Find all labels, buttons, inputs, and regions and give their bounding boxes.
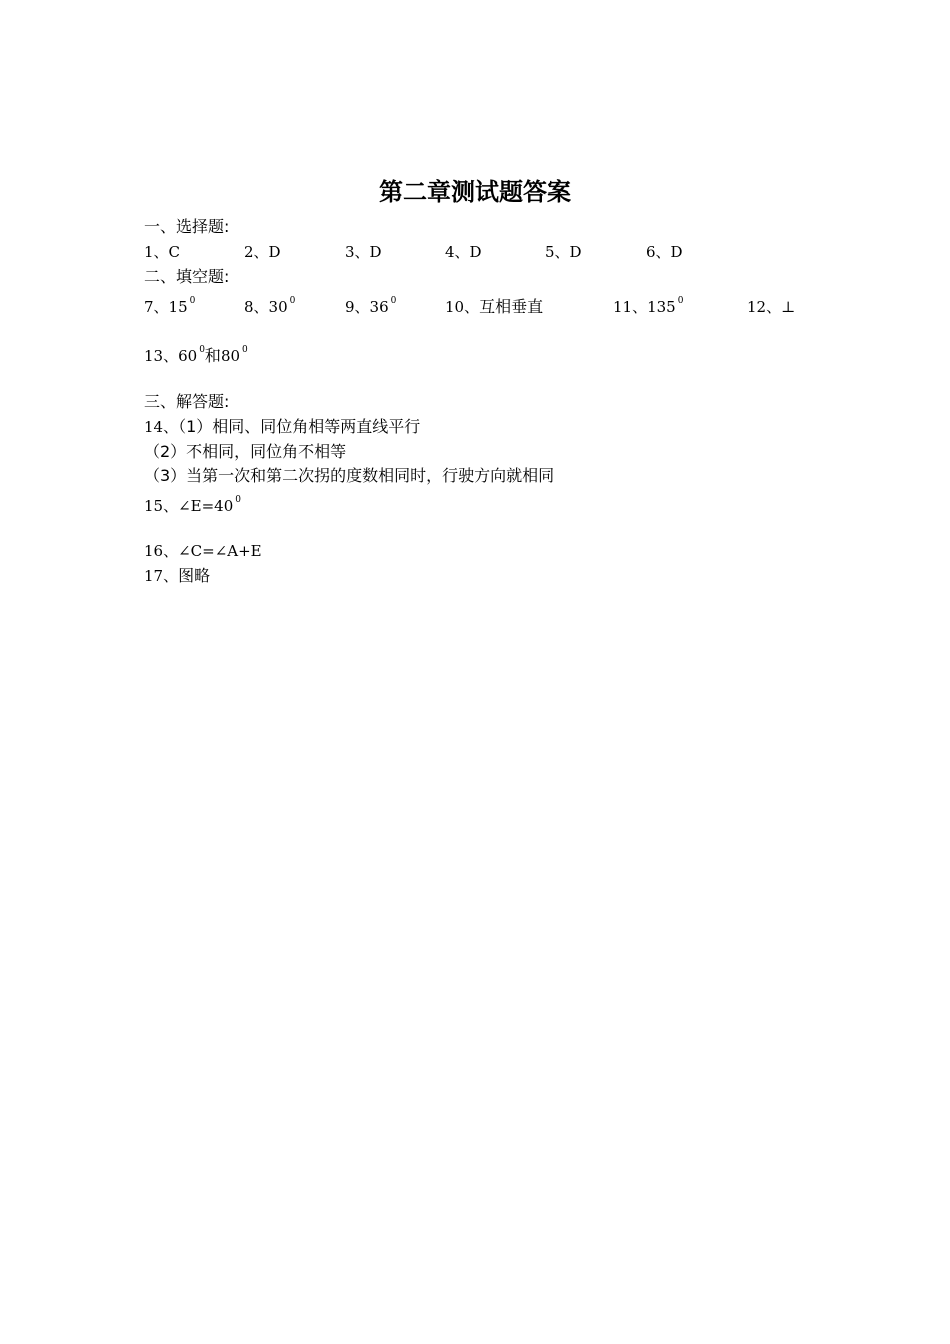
answer-value: ∠C=∠A+E bbox=[178, 542, 262, 560]
answer-1 bbox=[144, 241, 180, 263]
degree-mark: 0 bbox=[242, 345, 248, 355]
answer-value: D bbox=[268, 243, 281, 261]
degree-mark: 0 bbox=[289, 296, 296, 306]
answer-number: 13、 bbox=[144, 347, 179, 365]
answer-number: 6、 bbox=[646, 243, 671, 261]
answer-number: 15、 bbox=[144, 497, 179, 515]
answer-14-part-1 bbox=[144, 416, 420, 438]
answer-16 bbox=[144, 540, 262, 562]
answer-12 bbox=[747, 296, 795, 318]
answer-value-2: 80 bbox=[220, 347, 241, 365]
answer-9 bbox=[345, 296, 396, 321]
answer-value: 图略 bbox=[178, 566, 211, 585]
answer-number: 17、 bbox=[144, 567, 179, 585]
answer-number: 5、 bbox=[545, 243, 570, 261]
answer-number: 8、 bbox=[244, 298, 269, 316]
answer-number: 4、 bbox=[445, 243, 470, 261]
answer-5 bbox=[545, 241, 582, 263]
answer-value: 30 bbox=[268, 298, 288, 316]
answer-value: 互相垂直 bbox=[479, 297, 544, 316]
degree-mark: 0 bbox=[189, 296, 196, 306]
answer-value: C bbox=[168, 243, 181, 261]
answer-value: D bbox=[569, 243, 582, 261]
answer-value: 135 bbox=[647, 298, 676, 316]
section-heading-solve: 三、解答题: bbox=[144, 392, 230, 411]
answer-6 bbox=[646, 241, 683, 263]
answer-4 bbox=[445, 241, 482, 263]
answer-value: ∠E=40 bbox=[178, 497, 234, 515]
answer-14-part-3: （3）当第一次和第二次拐的度数相同时，行驶方向就相同 bbox=[144, 466, 555, 485]
degree-mark: 0 bbox=[199, 345, 205, 355]
degree-mark: 0 bbox=[235, 495, 242, 505]
answer-8 bbox=[244, 296, 295, 321]
answer-11 bbox=[613, 296, 683, 321]
answer-value: D bbox=[369, 243, 382, 261]
answer-value-1: 60 bbox=[178, 347, 198, 365]
answer-17 bbox=[144, 565, 210, 587]
answer-3 bbox=[345, 241, 382, 263]
answer-value: D bbox=[670, 243, 683, 261]
answer-value: ⊥ bbox=[781, 298, 796, 316]
answer-number: 9、 bbox=[345, 298, 370, 316]
answer-number: 3、 bbox=[345, 243, 370, 261]
degree-mark: 0 bbox=[390, 296, 397, 306]
joiner-text: 和 bbox=[204, 346, 221, 365]
page-title: 第二章测试题答案 bbox=[379, 178, 571, 206]
answer-number: 11、 bbox=[613, 298, 648, 316]
answer-14-part-2: （2）不相同，同位角不相等 bbox=[144, 442, 347, 461]
answer-15 bbox=[144, 495, 241, 520]
answer-number: 1、 bbox=[144, 243, 169, 261]
answer-13 bbox=[144, 345, 248, 370]
section-heading-fill: 二、填空题: bbox=[144, 267, 230, 286]
answer-10 bbox=[445, 296, 543, 318]
answer-value: D bbox=[469, 243, 482, 261]
degree-mark: 0 bbox=[677, 296, 684, 306]
answer-value: 15 bbox=[168, 298, 188, 316]
answer-number: 16、 bbox=[144, 542, 179, 560]
answer-7 bbox=[144, 296, 195, 321]
answer-2 bbox=[244, 241, 281, 263]
answer-number: 10、 bbox=[445, 298, 480, 316]
answer-number: 14、 bbox=[144, 418, 179, 436]
answer-number: 12、 bbox=[747, 298, 782, 316]
answer-value: 36 bbox=[369, 298, 389, 316]
answer-number: 2、 bbox=[244, 243, 269, 261]
answer-number: 7、 bbox=[144, 298, 169, 316]
answer-text: （1）相同、同位角相等两直线平行 bbox=[178, 417, 421, 436]
section-heading-choice: 一、选择题: bbox=[144, 217, 230, 236]
